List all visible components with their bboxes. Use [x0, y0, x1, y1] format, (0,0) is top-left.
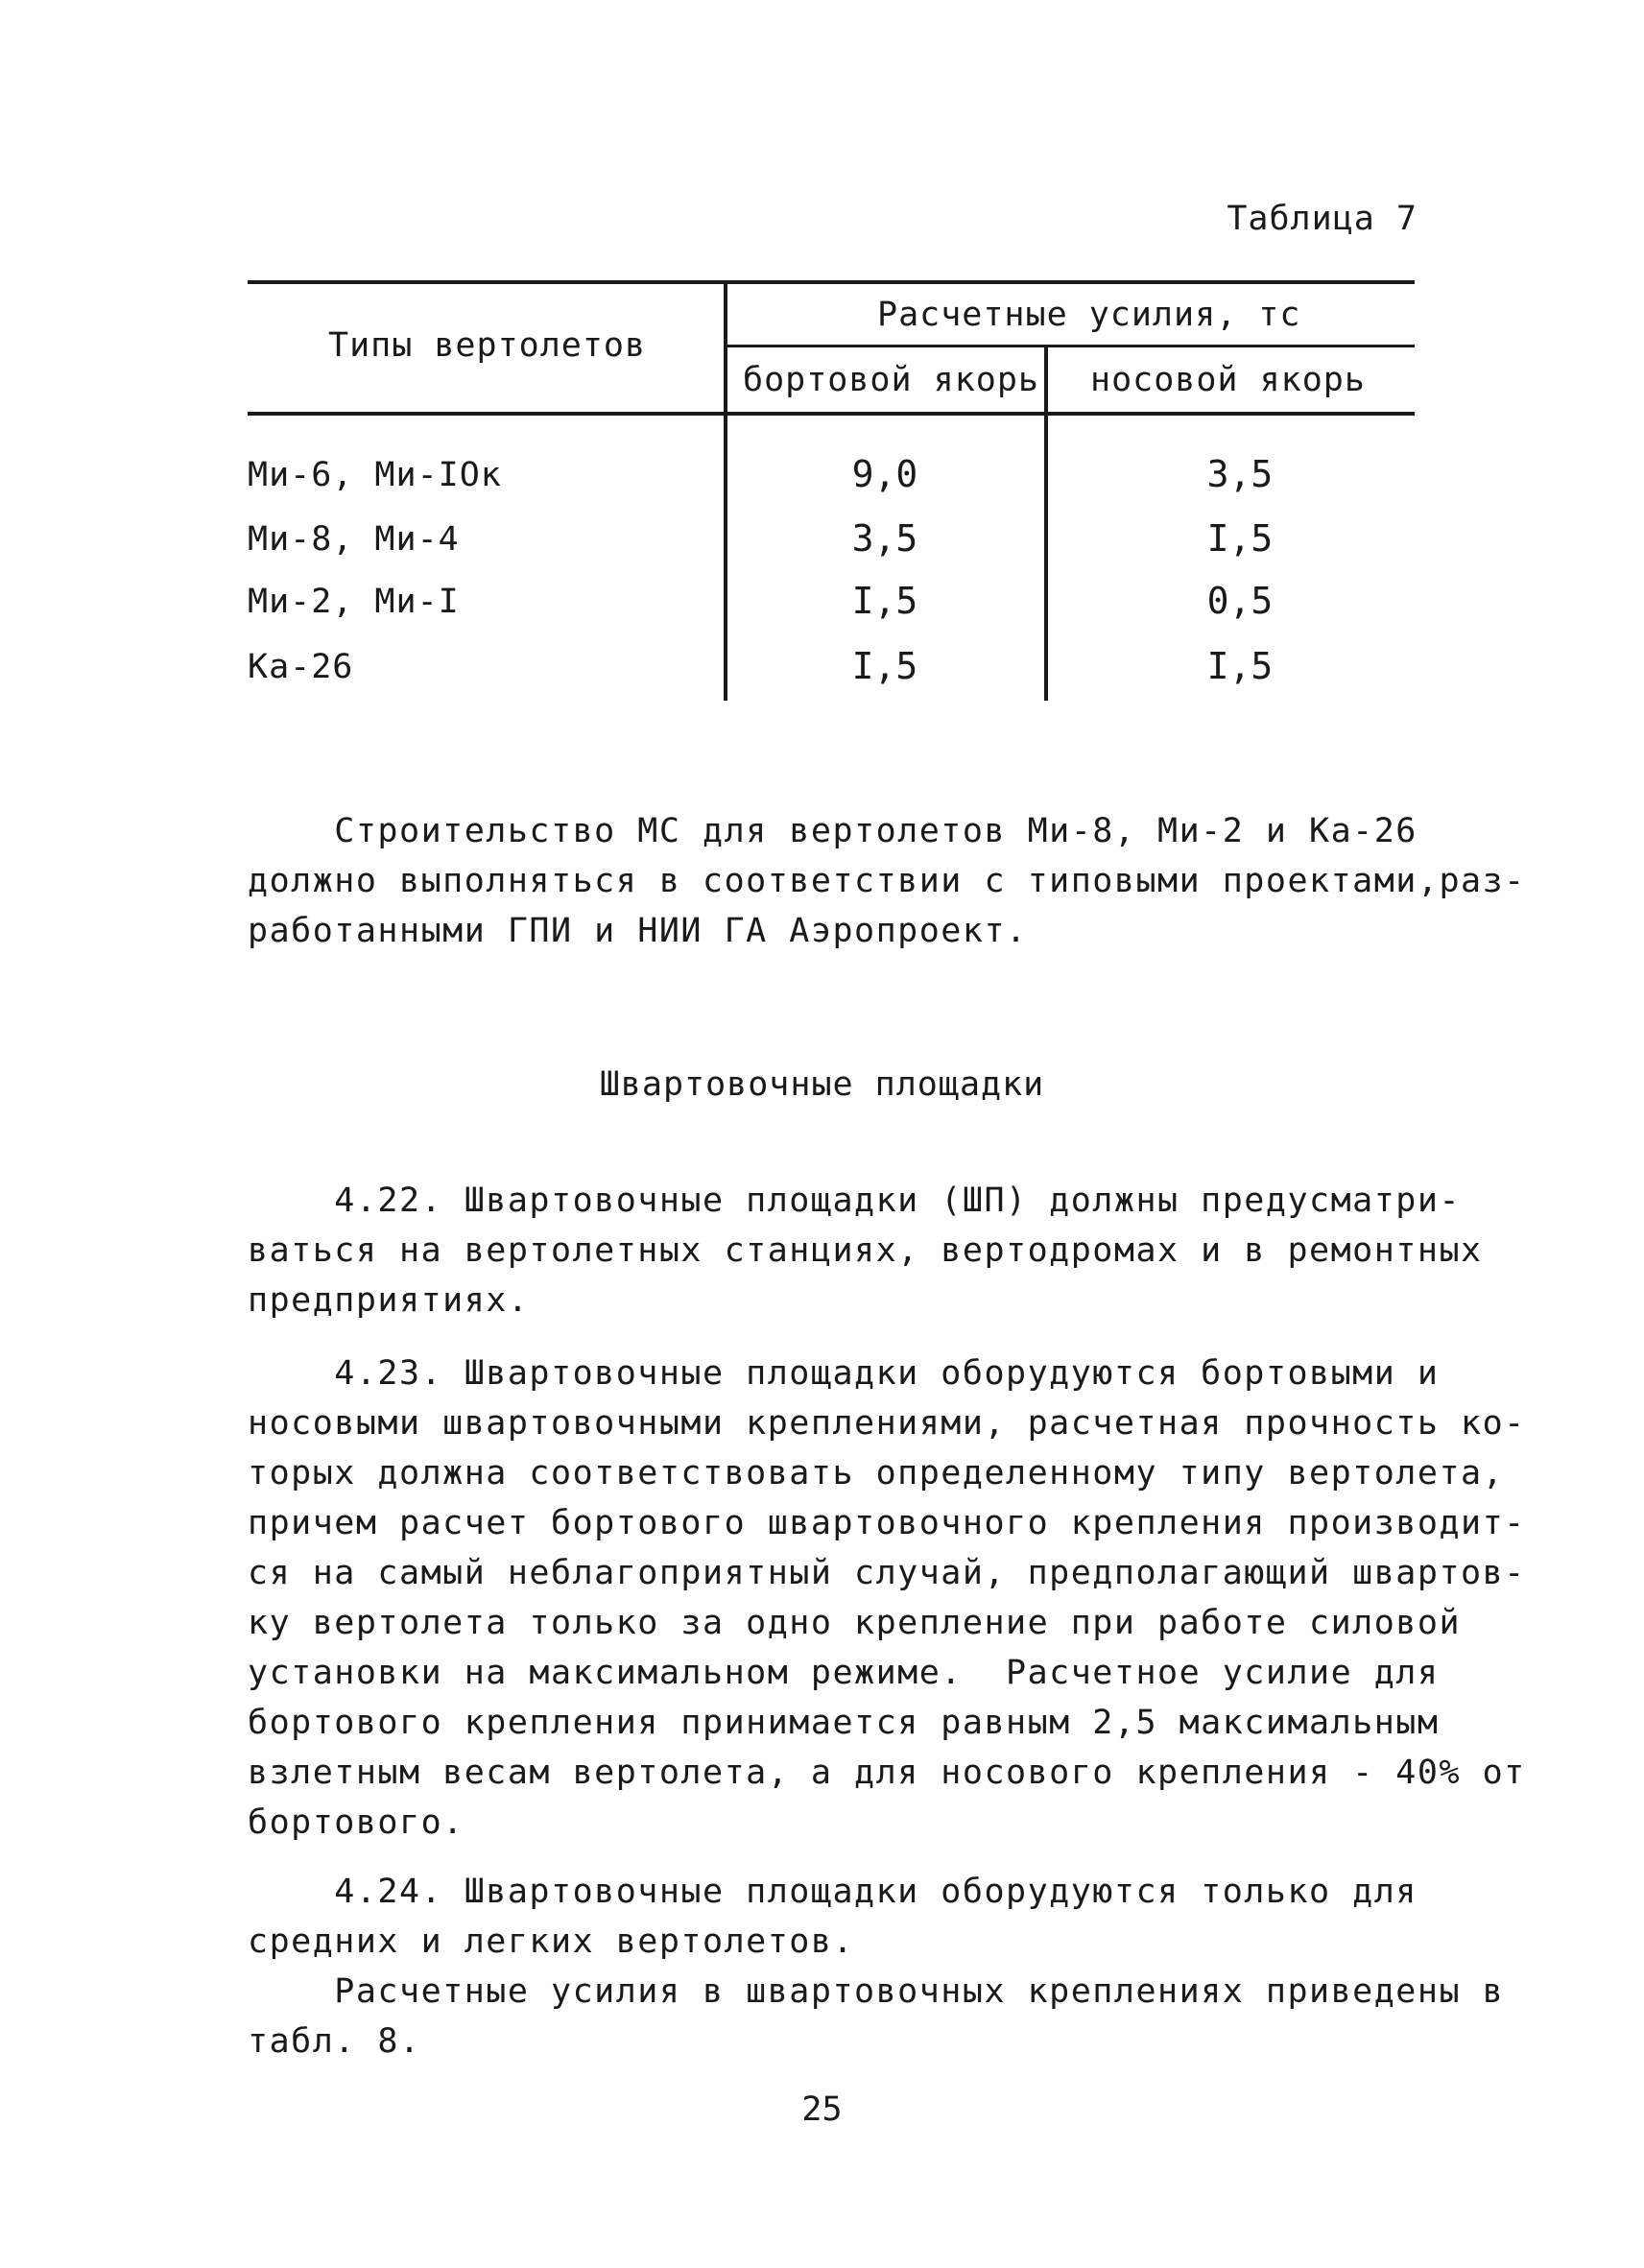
forces-table: [248, 280, 1415, 703]
row-type: Ми-6, Ми-IOк: [248, 456, 502, 494]
header-nose-anchor: носовой якорь: [1090, 361, 1366, 399]
header-bottom-rule: [248, 412, 1415, 416]
column-divider-2: [1044, 346, 1048, 701]
header-helicopter-types: Типы вертолетов: [328, 326, 647, 365]
row-side-value: 3,5: [851, 517, 918, 560]
row-side-value: I,5: [851, 580, 918, 622]
row-side-value: I,5: [851, 645, 918, 687]
table-caption: Таблица 7: [1227, 200, 1418, 238]
row-nose-value: I,5: [1206, 645, 1274, 687]
row-nose-value: 0,5: [1206, 580, 1274, 622]
row-side-value: 9,0: [851, 453, 918, 495]
page-number: 25: [801, 2090, 843, 2129]
row-type: Ми-8, Ми-4: [248, 520, 460, 559]
group-header-rule: [726, 345, 1415, 347]
row-nose-value: 3,5: [1206, 453, 1274, 495]
column-divider-1: [724, 280, 727, 701]
row-type: Ка-26: [248, 648, 354, 686]
section-heading: Швартовочные площадки: [599, 1065, 1045, 1104]
paragraph-construction: Строительство МС для вертолетов Ми-8, Ми-2 и Ка-26 должно выполняться в соответствии с типовыми проектами,раз- работанными ГПИ и НИИ ГА Аэропроект.: [248, 812, 1526, 950]
paragraph-4-24: 4.24. Швартовочные площадки оборудуются только для средних и легких вертолетов. Расчетные усилия в швартовочных креплениях приведены в табл. 8.: [248, 1873, 1505, 2061]
paragraph-4-23: 4.23. Швартовочные площадки оборудуются бортовыми и носовыми швартовочными креплениями, расчетная прочность ко- торых должна соответствовать определенному типу вертолета, причем расчет бортового швартовочного крепления производит- ся на самый неблагоприятный случай, предполагающий швартов- ку вертолета только за одно крепление при работе силовой установки на максимальном режиме. Расчетное усилие для бортового крепления принимается равным 2,5 максимальным взлетным весам вертолета, а для носового крепления - 40% от бортового.: [248, 1354, 1526, 1842]
row-nose-value: I,5: [1206, 517, 1274, 560]
header-design-forces: Расчетные усилия, тс: [877, 296, 1301, 334]
header-side-anchor: бортовой якорь: [743, 361, 1040, 399]
row-type: Ми-2, Ми-I: [248, 583, 460, 621]
paragraph-4-22: 4.22. Швартовочные площадки (ШП) должны предусматри- ваться на вертолетных станциях, вертодромах и в ремонтных предприятиях.: [248, 1182, 1483, 1320]
table-top-rule: [248, 280, 1415, 284]
